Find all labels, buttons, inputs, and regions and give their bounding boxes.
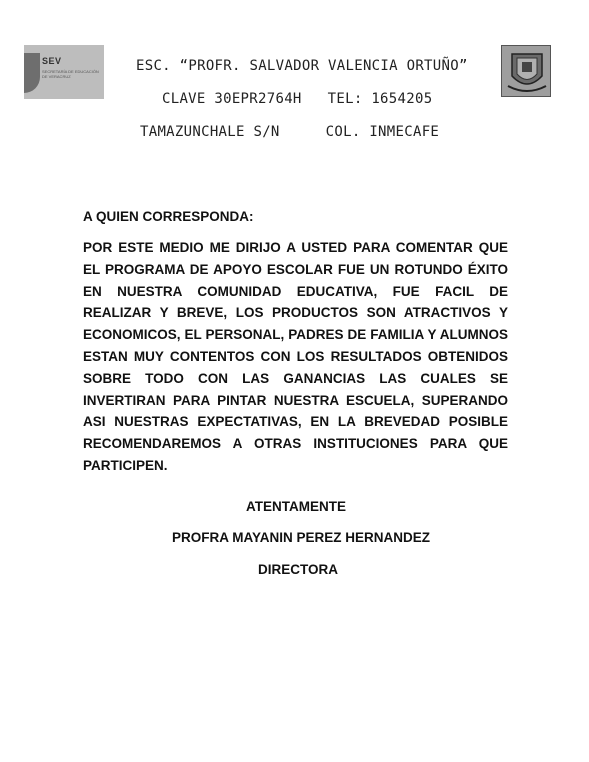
school-tel: TEL: 1654205: [327, 91, 433, 107]
letter-closing: ATENTAMENTE: [246, 499, 346, 514]
sev-logo-subtitle: SECRETARÍA DE EDUCACIÓN DE VERACRUZ: [42, 69, 99, 79]
school-contact-line: [162, 91, 589, 107]
sev-logo-mark: [24, 53, 40, 93]
school-name: ESC. “PROFR. SALVADOR VALENCIA ORTUÑO”: [136, 58, 468, 74]
school-clave: CLAVE 30EPR2764H: [162, 91, 302, 107]
signer-title: DIRECTORA: [258, 562, 339, 577]
sev-logo-title: SEV: [42, 56, 62, 66]
school-colonia: COL. INMECAFE: [325, 124, 440, 140]
school-address: TAMAZUNCHALE S/N: [140, 124, 280, 140]
sev-logo: [24, 45, 104, 99]
letter-greeting: A QUIEN CORRESPONDA:: [83, 209, 254, 224]
letter-body: POR ESTE MEDIO ME DIRIJO A USTED PARA COMENTAR QUE EL PROGRAMA DE APOYO ESCOLAR FUE UN ROTUNDO ÉXITO EN NUESTRA COMUNIDAD EDUCATIVA, FUE FACIL DE REALIZAR Y BREVE, LOS PRODUCTOS SON ATRACTIVOS Y ECONOMICOS, EL PERSONAL, PADRES DE FAMILIA Y ALUMNOS ESTAN MUY CONTENTOS CON LOS RESULTADOS OBTENIDOS SOBRE TODO CON LAS GANANCIAS LAS CUALES SE INVERTIRAN PARA PINTAR NUESTRA ESCUELA, SUPERANDO ASI NUESTRAS EXPECTATIVAS, EN LA BREVEDAD POSIBLE RECOMENDAREMOS A OTRAS INSTITUCIONES PARA QUE PARTICIPEN.: [83, 240, 508, 473]
school-address-line: [140, 124, 589, 140]
signer-name: PROFRA MAYANIN PEREZ HERNANDEZ: [172, 530, 431, 545]
